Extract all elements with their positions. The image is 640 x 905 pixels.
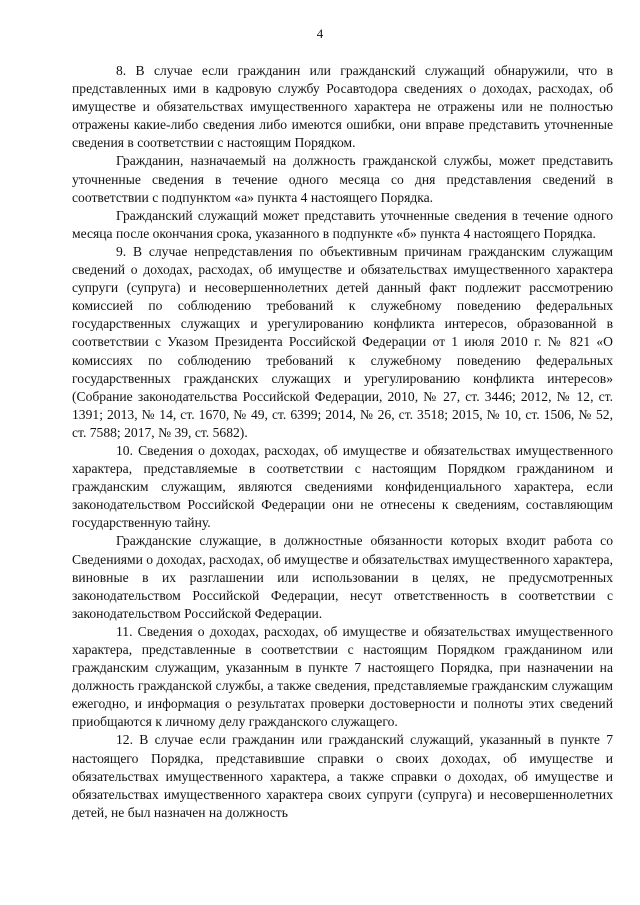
paragraph-item-8: 8. В случае если гражданин или гражданский служащий обнаружили, что в представленных ими в кадровую службу Росавтодора сведениях о доходах, расходах, об имуществе и обязательствах имущественного характера не отражены или не полностью отражены какие-либо сведения либо имеются ошибки, они вправе представить уточненные сведения в соответствии с настоящим Порядком. (72, 63, 613, 151)
document-body (72, 62, 613, 822)
page-number: 4 (316, 26, 324, 41)
paragraph-responsibility: Гражданские служащие, в должностные обязанности которых входит работа со Сведениями о доходах, расходах, об имуществе и обязательствах имущественного характера, виновные в их разглашении или использовании в целях, не предусмотренных законодательством Российской Федерации, несут ответственность в соответствии с законодательством Российской Федерации. (72, 533, 613, 621)
paragraph-item-12: 12. В случае если гражданин или гражданский служащий, указанный в пункте 7 настоящего Порядка, представившие справки о своих доходах, об имуществе и обязательствах имущественного характера, а также справки о доходах, об имуществе и обязательствах имущественного характера своих супруги (супруга) и несовершеннолетних детей, не был назначен на должность (72, 732, 613, 820)
paragraph-item-9: 9. В случае непредставления по объективным причинам гражданским служащим сведений о доходах, расходах, об имуществе и обязательствах имущественного характера супруги (супруга) и несовершеннолетних детей данный факт подлежит рассмотрению комиссией по соблюдению требований к служебному поведению федеральных государственных служащих и урегулированию конфликта интересов, образованной в соответствии с Указом Президента Российской Федерации от 1 июля 2010 г. № 821 «О комиссиях по соблюдению требований к служебному поведению федеральных государственных гражданских служащих и урегулированию конфликта интересов» (Собрание законодательства Российской Федерации, 2010, № 27, ст. 3446; 2012, № 12, ст. 1391; 2013, № 14, ст. 1670, № 49, ст. 6399; 2014, № 26, ст. 3518; 2015, № 10, ст. 1506, № 52, ст. 7588; 2017, № 39, ст. 5682). (72, 243, 613, 440)
paragraph-employee-correction: Гражданский служащий может представить уточненные сведения в течение одного месяца после окончания срока, указанного в подпункте «б» пункта 4 настоящего Порядка. (72, 207, 613, 241)
paragraph-item-11: 11. Сведения о доходах, расходах, об имуществе и обязательствах имущественного характера, представленные в соответствии с настоящим Порядком гражданином или гражданским служащим, указанным в пункте 7 настоящего Порядка, при назначении на должность гражданской службы, а также сведения, представляемые гражданским служащим ежегодно, и информация о результатах проверки достоверности и полноты этих сведений приобщаются к личному делу гражданского служащего. (72, 623, 613, 730)
paragraph-item-10: 10. Сведения о доходах, расходах, об имуществе и обязательствах имущественного характера, представляемые в соответствии с настоящим Порядком гражданином и гражданским служащим, являются сведениями конфиденциального характера, если законодательством Российской Федерации они не отнесены к сведениям, составляющим государственную тайну. (72, 442, 613, 531)
paragraph-citizen-correction: Гражданин, назначаемый на должность гражданской службы, может представить уточненные сведения в течение одного месяца со дня представления сведений в соответствии с подпунктом «а» пункта 4 настоящего Порядка. (72, 153, 613, 205)
